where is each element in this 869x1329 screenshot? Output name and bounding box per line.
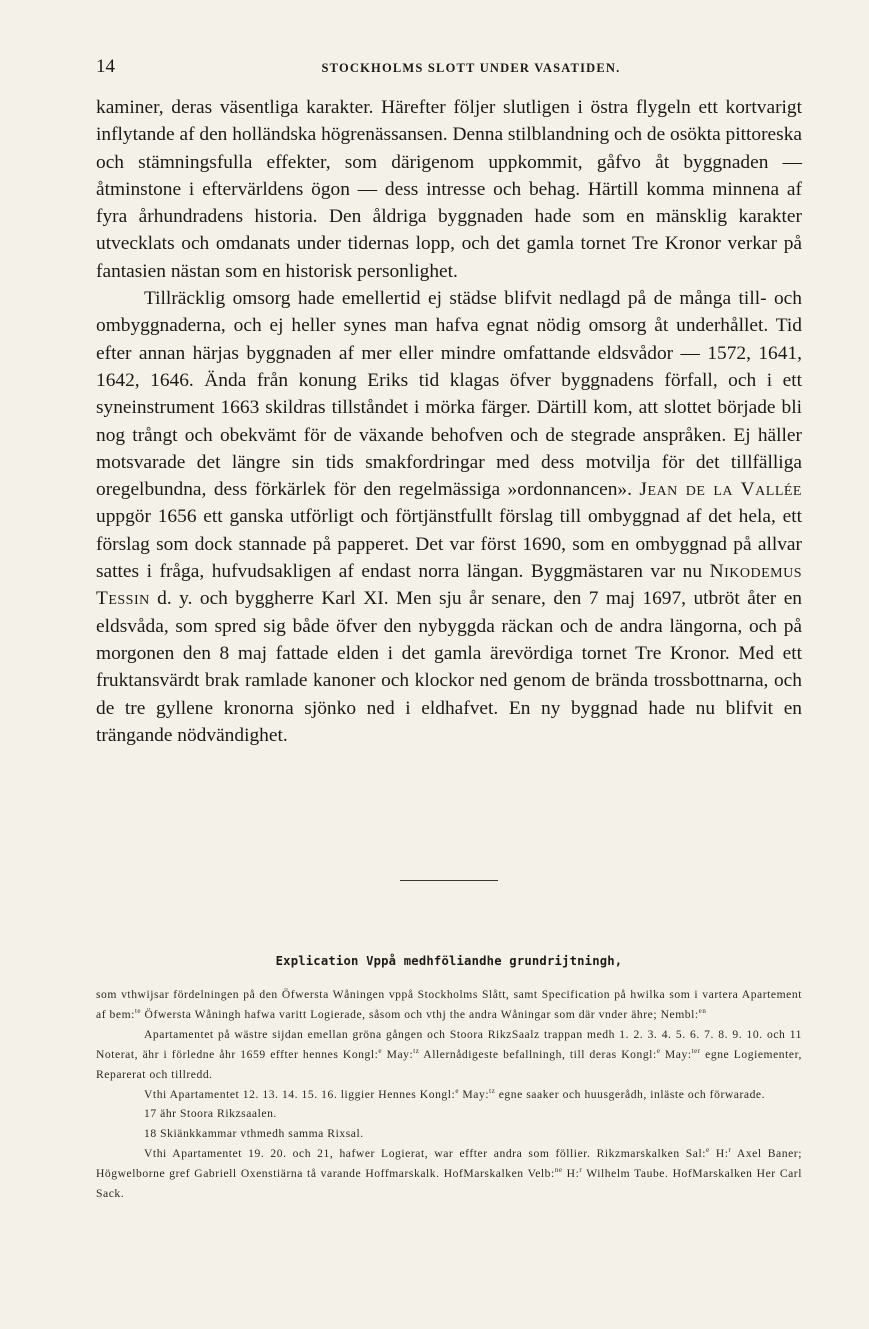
- explication-line-4: 17 ähr Stoora Rikzsaalen.: [144, 1107, 277, 1121]
- section-divider: [400, 880, 498, 881]
- superscript: tz: [413, 1046, 420, 1055]
- text-fragment: Öfwersta Wåningh hafwa varitt Logierade, såsom och vthj the andra Wåningar som där vnder ähre; Nembl:: [141, 1007, 699, 1021]
- running-title: STOCKHOLMS SLOTT UNDER VASATIDEN.: [321, 61, 621, 75]
- text-fragment: Axel Baner; Högwelborne gref Gabriell Oxenstiärna tå varande Hoffmarskalk. HofMarskalken Velb:: [96, 1147, 802, 1181]
- explication-title: Explication Vppå medhföliandhe grundrijtningh,: [275, 954, 623, 968]
- superscript: ne: [554, 1166, 563, 1175]
- page-header: [96, 56, 802, 80]
- paragraph-2: [96, 285, 802, 749]
- paragraph-1: kaminer, deras väsentliga karakter. Härefter följer slutligen i östra flygeln ett kortvarigt inflytande af den holländska högrenässansen. Denna stilblandning och de osökta pittoreska och stämningsfulla effekter, som därigenom uppkommit, gåfvo åt byggnaden — åtminstone i eftervärldens ögon — dess intresse och behag. Härtill komma minnena af fyra århundradens historia. Den åldriga byggnaden hade som en mänsklig karakter utvecklats och omdanats under tidernas lopp, och det gamla tornet Tre Kronor verkar på fantasien nästan som en historisk personlighet.: [96, 97, 802, 282]
- explication-section: [96, 954, 802, 1204]
- superscript: te: [134, 1006, 142, 1015]
- superscript: e: [455, 1086, 459, 1095]
- paragraph-2-part-a: Tillräcklig omsorg hade emellertid ej städse blifvit nedlagd på de många till- och ombyggnaderna, och ej heller synes man hafva egnat nödig omsorg åt underhållet. Tid efter annan härjas byggnaden af mer eller mindre omfattande eldsvådor — 1572, 1641, 1642, 1646. Ända från konung Eriks tid klagas öfver byggnadens förfall, och i ett syneinstrument 1663 skildras tillståndet i mörka färger. Därtill kom, att slottet började bli nog trångt och obekvämt för de växande behofven och de stegrade anspråken. Ej häller motsvarade det längre sin tids smakfordringar med dess motvilja för det tillfälliga oregelbundna, dess förkärlek för den regelmässiga »ordonnancen».: [96, 288, 802, 501]
- page-number: 14: [96, 56, 115, 77]
- explication-line-5: 18 Skiänkkammar vthmedh samma Rixsal.: [144, 1127, 364, 1141]
- superscript: ter: [691, 1046, 701, 1055]
- text-fragment: H:: [709, 1147, 729, 1161]
- text-fragment: Vthi Apartamentet 19. 20. och 21, hafwer Logierat, war effter andra som föllier. Rikzmarskalken Sal:: [144, 1147, 707, 1161]
- text-fragment: May:: [660, 1047, 692, 1061]
- paragraph-2-part-c: d. y. och byggherre Karl XI. Men sju år senare, den 7 maj 1697, utbröt åter en eldsvåda, som spred sig både öfver den nybyggda räckan och de andra längorna, och på morgonen den 8 maj fattade elden i det gamla ärevördiga tornet Tre Kronor. Med ett fruktansvärdt brak ramlade kanoner och klockor ned genom de brända trossbottnarna, och de tre gyllene kronorna sjönko ned i eldhafvet. En ny byggnad hade nu blifvit en trängande nödvändighet.: [96, 588, 802, 746]
- paragraph-2-part-b: uppgör 1656 ett ganska utförligt och förtjänstfullt förslag till ombyggnad af det hela, ett förslag som dock stannade på papperet. Det var först 1690, som en ombyggnad på allvar sattes i fråga, hufvudsakligen af endast norra längan. Byggmästaren var nu: [96, 506, 802, 583]
- superscript: r: [579, 1166, 583, 1175]
- explication-line-3: [96, 1085, 802, 1105]
- text-fragment: May:: [382, 1047, 414, 1061]
- text-fragment: May:: [458, 1087, 490, 1101]
- person-name-vallee: Jean de la Vallée: [639, 479, 802, 501]
- superscript: e: [706, 1146, 710, 1155]
- text-fragment: Vthi Apartamentet 12. 13. 14. 15. 16. liggier Hennes Kongl:: [144, 1087, 456, 1101]
- superscript: tz: [489, 1086, 496, 1095]
- text-fragment: Apartamentet på wästre sijdan emellan gröna gången och Stoora RikzSaalz trappan medh 1. 2. 3. 4. 5. 6. 7. 8. 9. 10. och 11 Noterat, ähr i förledne åhr 1659 effter hennes Kongl:: [96, 1027, 802, 1061]
- superscript: en: [698, 1006, 707, 1015]
- person-name-tessin: Nikodemus Tessin: [96, 561, 802, 610]
- text-fragment: egne saaker och huusgerådh, inläste och förwarade.: [495, 1087, 766, 1101]
- explication-line-2: [96, 1025, 802, 1085]
- superscript: e: [378, 1046, 383, 1055]
- superscript: r: [728, 1146, 732, 1155]
- main-text: [96, 94, 802, 749]
- explication-body: [96, 985, 802, 1204]
- text-fragment: egne Logiementer, Reparerat och tillredd.: [96, 1047, 803, 1081]
- explication-line-6: [96, 1144, 802, 1204]
- explication-line-1: [96, 985, 802, 1025]
- text-fragment: H:: [562, 1167, 580, 1181]
- text-fragment: som vthwijsar fördelningen på den Öfwersta Wåningen vppå Stockholms Slått, samt Specification på hwilka som i vartera Apartement af bem:: [96, 988, 802, 1021]
- superscript: e: [656, 1046, 661, 1055]
- text-fragment: Wilhelm Taube. HofMarskalken Her Carl Sack.: [96, 1167, 802, 1201]
- text-fragment: Allernådigeste befallningh, till deras Kongl:: [419, 1047, 657, 1061]
